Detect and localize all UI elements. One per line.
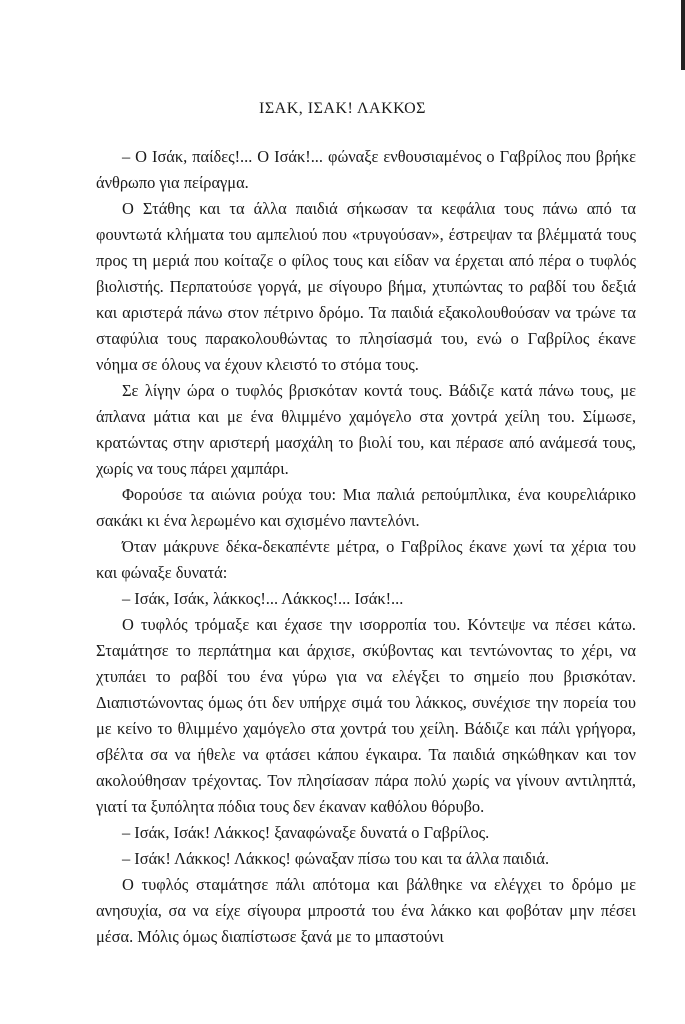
- paragraph: – Ισάκ! Λάκκος! Λάκκος! φώναξαν πίσω του και τα άλλα παιδιά.: [122, 849, 550, 868]
- paragraph: – Ισάκ, Ισάκ, λάκκος!... Λάκκος!... Ισάκ!...: [122, 589, 404, 608]
- paragraph: – Ο Ισάκ, παίδες!... Ο Ισάκ!... φώναξε ενθουσιαμένος ο Γαβρίλος που βρήκε άνθρωπο για πείραγμα.: [96, 147, 636, 192]
- paragraph: Ο τυφλός τρόμαξε και έχασε την ισορροπία του. Κόντεψε να πέσει κάτω. Σταμάτησε το περπάτημα και άρχισε, σκύβοντας και τεντώνοντας το χέρι, να χτυπάει το ραβδί του ένα γύρω για να ελέγξει το σημείο που βρισκόταν. Διαπιστώνοντας όμως ότι δεν υπήρχε σιμά του λάκκος, συνέχισε την πορεία του με κείνο το θλιμμένο χαμόγελο στα χοντρά του χείλη. Βάδιζε και πάλι γρήγορα, σβέλτα σα να ήθελε να φτάσει κάπου έγκαιρα. Τα παιδιά σηκώθηκαν και τον ακολούθησαν τρέχοντας. Τον πλησίασαν πάρα πολύ χωρίς να γίνουν αντιληπτά, γιατί τα ξυπόλητα πόδια τους δεν έκαναν καθόλου θόρυβο.: [96, 615, 636, 816]
- paragraph: Ο τυφλός σταμάτησε πάλι απότομα και βάλθηκε να ελέγχει το δρόμο με ανησυχία, σα να είχε σίγουρα μπροστά του ένα λάκκο και φοβόταν μην πέσει μέσα. Μόλις όμως διαπίστωσε ξανά με το μπαστούνι: [96, 875, 636, 946]
- body-text: [96, 144, 636, 950]
- paragraph: Σε λίγην ώρα ο τυφλός βρισκόταν κοντά τους. Βάδιζε κατά πάνω τους, με άπλανα μάτια και με ένα θλιμμένο χαμόγελο στα χοντρά χείλη του. Σίμωσε, κρατώντας στην αριστερή μασχάλη το βιολί του, και πέρασε από ανάμεσά τους, χωρίς να τους πάρει χαμπάρι.: [96, 381, 636, 478]
- paragraph: – Ισάκ, Ισάκ! Λάκκος! ξαναφώναξε δυνατά ο Γαβρίλος.: [122, 823, 490, 842]
- chapter-title: ΙΣΑΚ, ΙΣΑΚ! ΛΑΚΚΟΣ: [259, 100, 426, 117]
- paragraph: Όταν μάκρυνε δέκα-δεκαπέντε μέτρα, ο Γαβρίλος έκανε χωνί τα χέρια του και φώναξε δυνατά:: [96, 537, 636, 582]
- page-edge-shadow: [681, 0, 685, 70]
- paragraph: Ο Στάθης και τα άλλα παιδιά σήκωσαν τα κεφάλια τους πάνω από τα φουντωτά κλήματα του αμπελιού που «τρυγούσαν», έστρεψαν τα βλέμματά τους προς τη μεριά που κοίταζε ο φίλος τους και είδαν να έρχεται από πέρα ο τυφλός βιολιστής. Περπατούσε γοργά, με σίγουρο βήμα, χτυπώντας το ραβδί του δεξιά και αριστερά πάνω στον πέτρινο δρόμο. Τα παιδιά εξακολουθούσαν να τρώνε τα σταφύλια τους παρακολουθώντας το πλησίασμά του, ενώ ο Γαβρίλος έκανε νόημα σε όλους να έχουν κλειστό το στόμα τους.: [96, 199, 636, 374]
- paragraph: Φορούσε τα αιώνια ρούχα του: Μια παλιά ρεπούμπλικα, ένα κουρελιάρικο σακάκι κι ένα λερωμένο και σχισμένο παντελόνι.: [96, 485, 636, 530]
